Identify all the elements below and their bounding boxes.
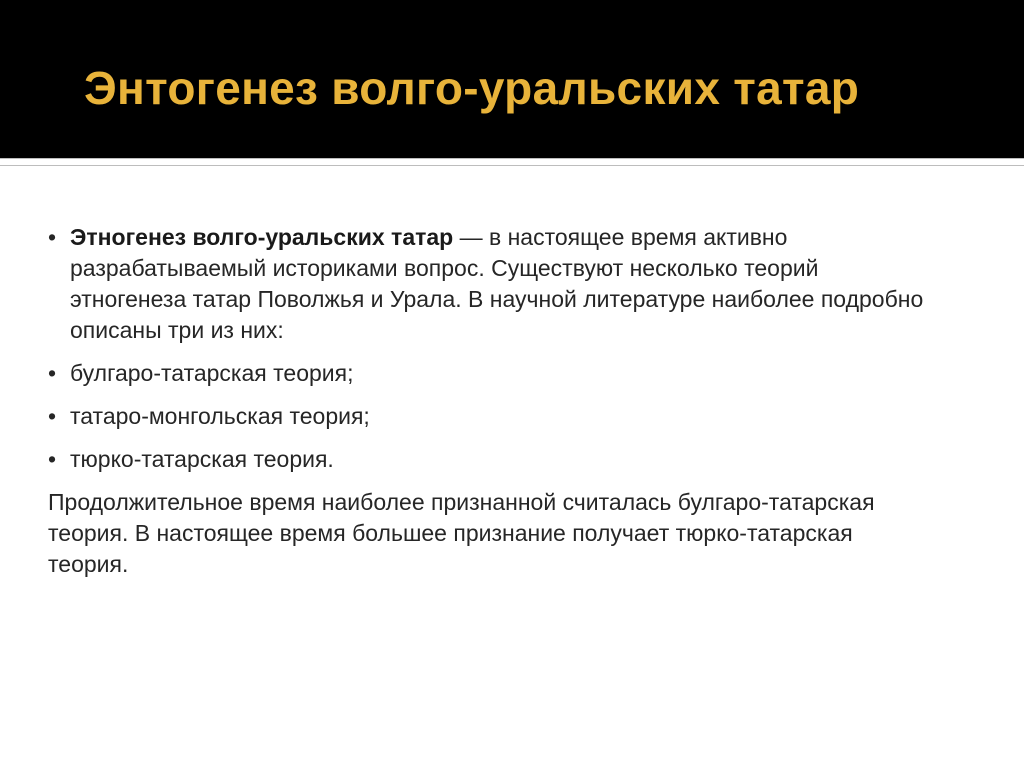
bullet-marker: • bbox=[48, 446, 57, 472]
theory-bullet-3 bbox=[48, 444, 928, 475]
theory-label: татаро-монгольская теория; bbox=[70, 403, 370, 429]
bullet-marker: • bbox=[48, 360, 57, 386]
slide-title: Энтогенез волго-уральских татар bbox=[84, 62, 860, 114]
header-divider bbox=[0, 158, 1024, 166]
slide-header bbox=[0, 0, 1024, 158]
theory-bullet-1 bbox=[48, 358, 928, 389]
theory-label: булгаро-татарская теория; bbox=[70, 360, 354, 386]
conclusion-paragraph: Продолжительное время наиболее признанной считалась булгаро-татарская теория. В настоящее время большее признание получает тюрко-татарская теория. bbox=[48, 489, 875, 577]
slide-body bbox=[48, 222, 928, 580]
theory-bullet-2 bbox=[48, 401, 928, 432]
bullet-marker: • bbox=[48, 403, 57, 429]
theory-label: тюрко-татарская теория. bbox=[70, 446, 334, 472]
intro-text: — в настоящее время активно разрабатываемый историками вопрос. Существуют несколько теорий этногенеза татар Поволжья и Урала. В научной литературе наиболее подробно описаны три из них: bbox=[70, 224, 924, 343]
bullet-marker: • bbox=[48, 224, 57, 250]
intro-bullet bbox=[48, 222, 928, 346]
intro-term: Этногенез волго-уральских татар bbox=[70, 224, 454, 250]
